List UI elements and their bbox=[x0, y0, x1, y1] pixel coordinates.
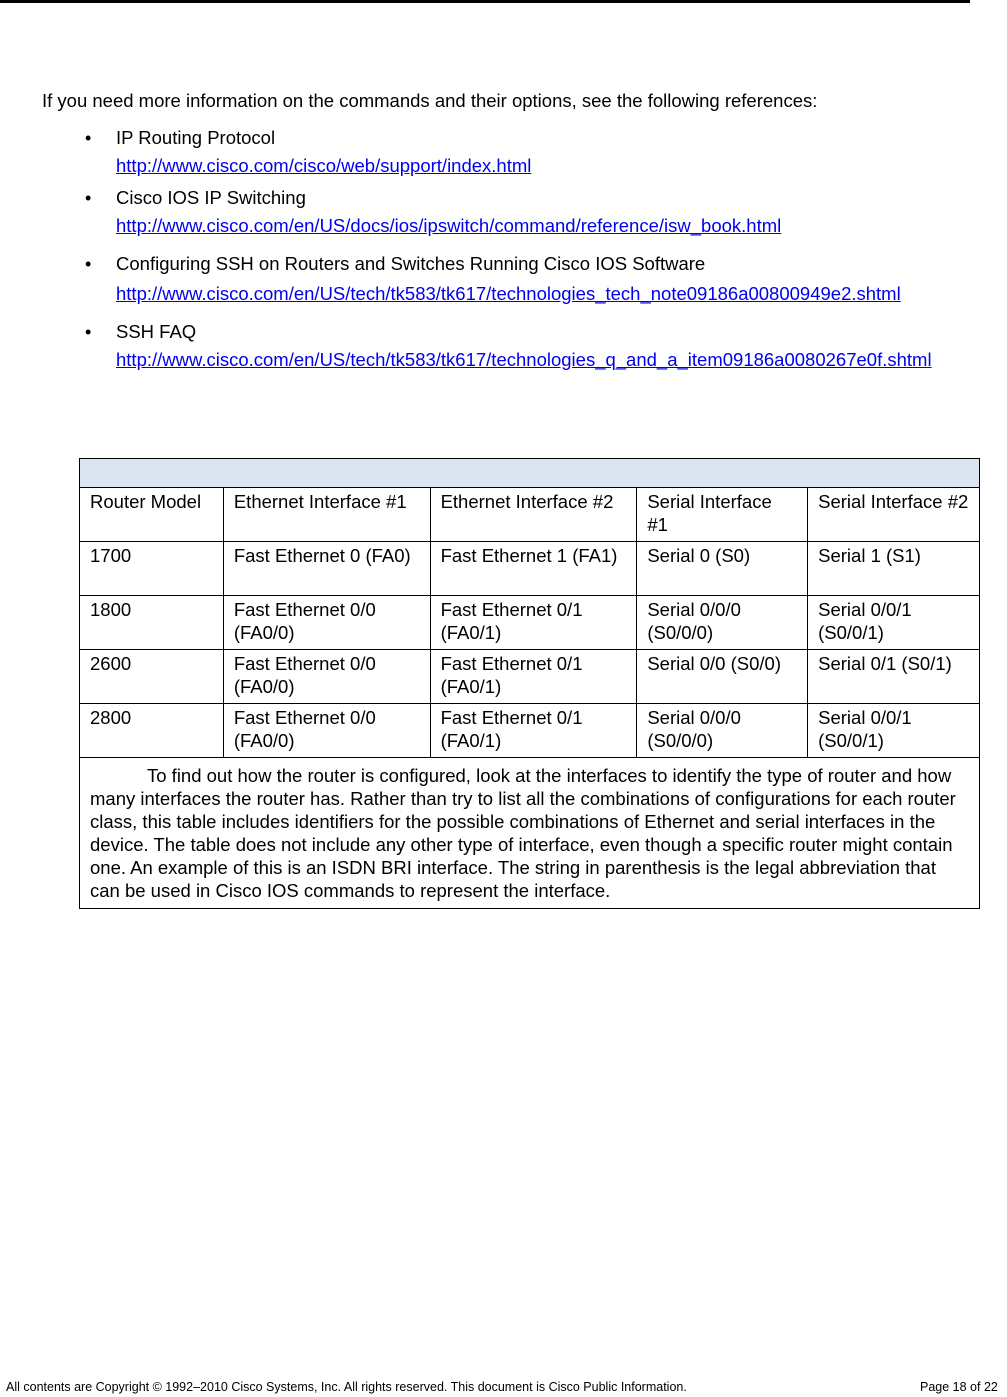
table-note-cell bbox=[80, 758, 980, 909]
table-row bbox=[80, 542, 980, 596]
column-header: Serial Interface #2 bbox=[808, 488, 980, 542]
reference-item bbox=[42, 184, 1004, 240]
table-cell: 2800 bbox=[80, 704, 224, 758]
table-header-row bbox=[80, 488, 980, 542]
bullet-icon: • bbox=[85, 128, 92, 148]
table-cell: 2600 bbox=[80, 650, 224, 704]
reference-title: Configuring SSH on Routers and Switches Running Cisco IOS Software bbox=[116, 253, 706, 274]
column-header: Ethernet Interface #1 bbox=[223, 488, 430, 542]
reference-title: Cisco IOS IP Switching bbox=[116, 187, 306, 208]
reference-item bbox=[42, 124, 1004, 180]
reference-link[interactable]: http://www.cisco.com/en/US/docs/ios/ipswitch/command/reference/isw_book.html bbox=[116, 215, 782, 236]
table-note-row bbox=[80, 758, 980, 909]
table-cell: 1700 bbox=[80, 542, 224, 596]
table-cell: Serial 0/0 (S0/0) bbox=[637, 650, 808, 704]
table-row bbox=[80, 650, 980, 704]
reference-title: SSH FAQ bbox=[116, 321, 197, 342]
reference-link[interactable]: http://www.cisco.com/en/US/tech/tk583/tk617/technologies_q_and_a_item09186a0080267e0f.shtml bbox=[116, 349, 932, 370]
table-title-row bbox=[80, 459, 980, 488]
reference-list bbox=[42, 124, 1004, 374]
table-cell: Fast Ethernet 0/0 (FA0/0) bbox=[223, 596, 430, 650]
column-header: Router Model bbox=[80, 488, 224, 542]
table-title bbox=[80, 459, 980, 488]
bullet-icon: • bbox=[85, 254, 92, 274]
table-cell: Serial 0/1 (S0/1) bbox=[808, 650, 980, 704]
reference-link[interactable]: http://www.cisco.com/cisco/web/support/index.html bbox=[116, 155, 532, 176]
column-header: Ethernet Interface #2 bbox=[430, 488, 637, 542]
footer-page-number: Page 18 of 22 bbox=[920, 1380, 998, 1394]
bullet-icon: • bbox=[85, 188, 92, 208]
header-rule bbox=[0, 0, 970, 3]
reference-link[interactable]: http://www.cisco.com/en/US/tech/tk583/tk617/technologies_tech_note09186a00800949e2.shtml bbox=[116, 283, 901, 304]
table-cell: 1800 bbox=[80, 596, 224, 650]
bullet-icon: • bbox=[85, 322, 92, 342]
router-interface-table bbox=[79, 458, 980, 909]
table-cell: Fast Ethernet 0 (FA0) bbox=[223, 542, 430, 596]
footer-copyright: All contents are Copyright © 1992–2010 Cisco Systems, Inc. All rights reserved. This document is Cisco Public Information. bbox=[6, 1380, 687, 1394]
table-cell: Fast Ethernet 0/0 (FA0/0) bbox=[223, 650, 430, 704]
table-cell: Serial 0/0/0 (S0/0/0) bbox=[637, 704, 808, 758]
column-header: Serial Interface #1 bbox=[637, 488, 808, 542]
table-cell: Serial 0/0/1 (S0/0/1) bbox=[808, 596, 980, 650]
table-cell: Serial 0 (S0) bbox=[637, 542, 808, 596]
table-cell: Serial 1 (S1) bbox=[808, 542, 980, 596]
table-row bbox=[80, 704, 980, 758]
reference-item bbox=[42, 318, 1004, 374]
reference-title: IP Routing Protocol bbox=[116, 127, 276, 148]
table-cell: Serial 0/0/0 (S0/0/0) bbox=[637, 596, 808, 650]
table-cell: Fast Ethernet 0/1 (FA0/1) bbox=[430, 704, 637, 758]
table-note: To find out how the router is configured, look at the interfaces to identify the type of router and how many interfaces the router has. Rather than try to list all the combinations of configurations for each router class, this table includes identifiers for the possible combinations of Ethernet and serial interfaces in the device. The table does not include any other type of interface, even though a specific router might contain one. An example of this is an ISDN BRI interface. The string in parenthesis is the legal abbreviation that can be used in Cisco IOS commands to represent the interface. bbox=[90, 765, 956, 901]
table-cell: Fast Ethernet 0/1 (FA0/1) bbox=[430, 596, 637, 650]
intro-text: If you need more information on the commands and their options, see the following references: bbox=[42, 90, 818, 111]
table-cell: Fast Ethernet 0/1 (FA0/1) bbox=[430, 650, 637, 704]
table-cell: Serial 0/0/1 (S0/0/1) bbox=[808, 704, 980, 758]
table-cell: Fast Ethernet 0/0 (FA0/0) bbox=[223, 704, 430, 758]
reference-item bbox=[42, 250, 1004, 308]
table-row bbox=[80, 596, 980, 650]
table-cell: Fast Ethernet 1 (FA1) bbox=[430, 542, 637, 596]
